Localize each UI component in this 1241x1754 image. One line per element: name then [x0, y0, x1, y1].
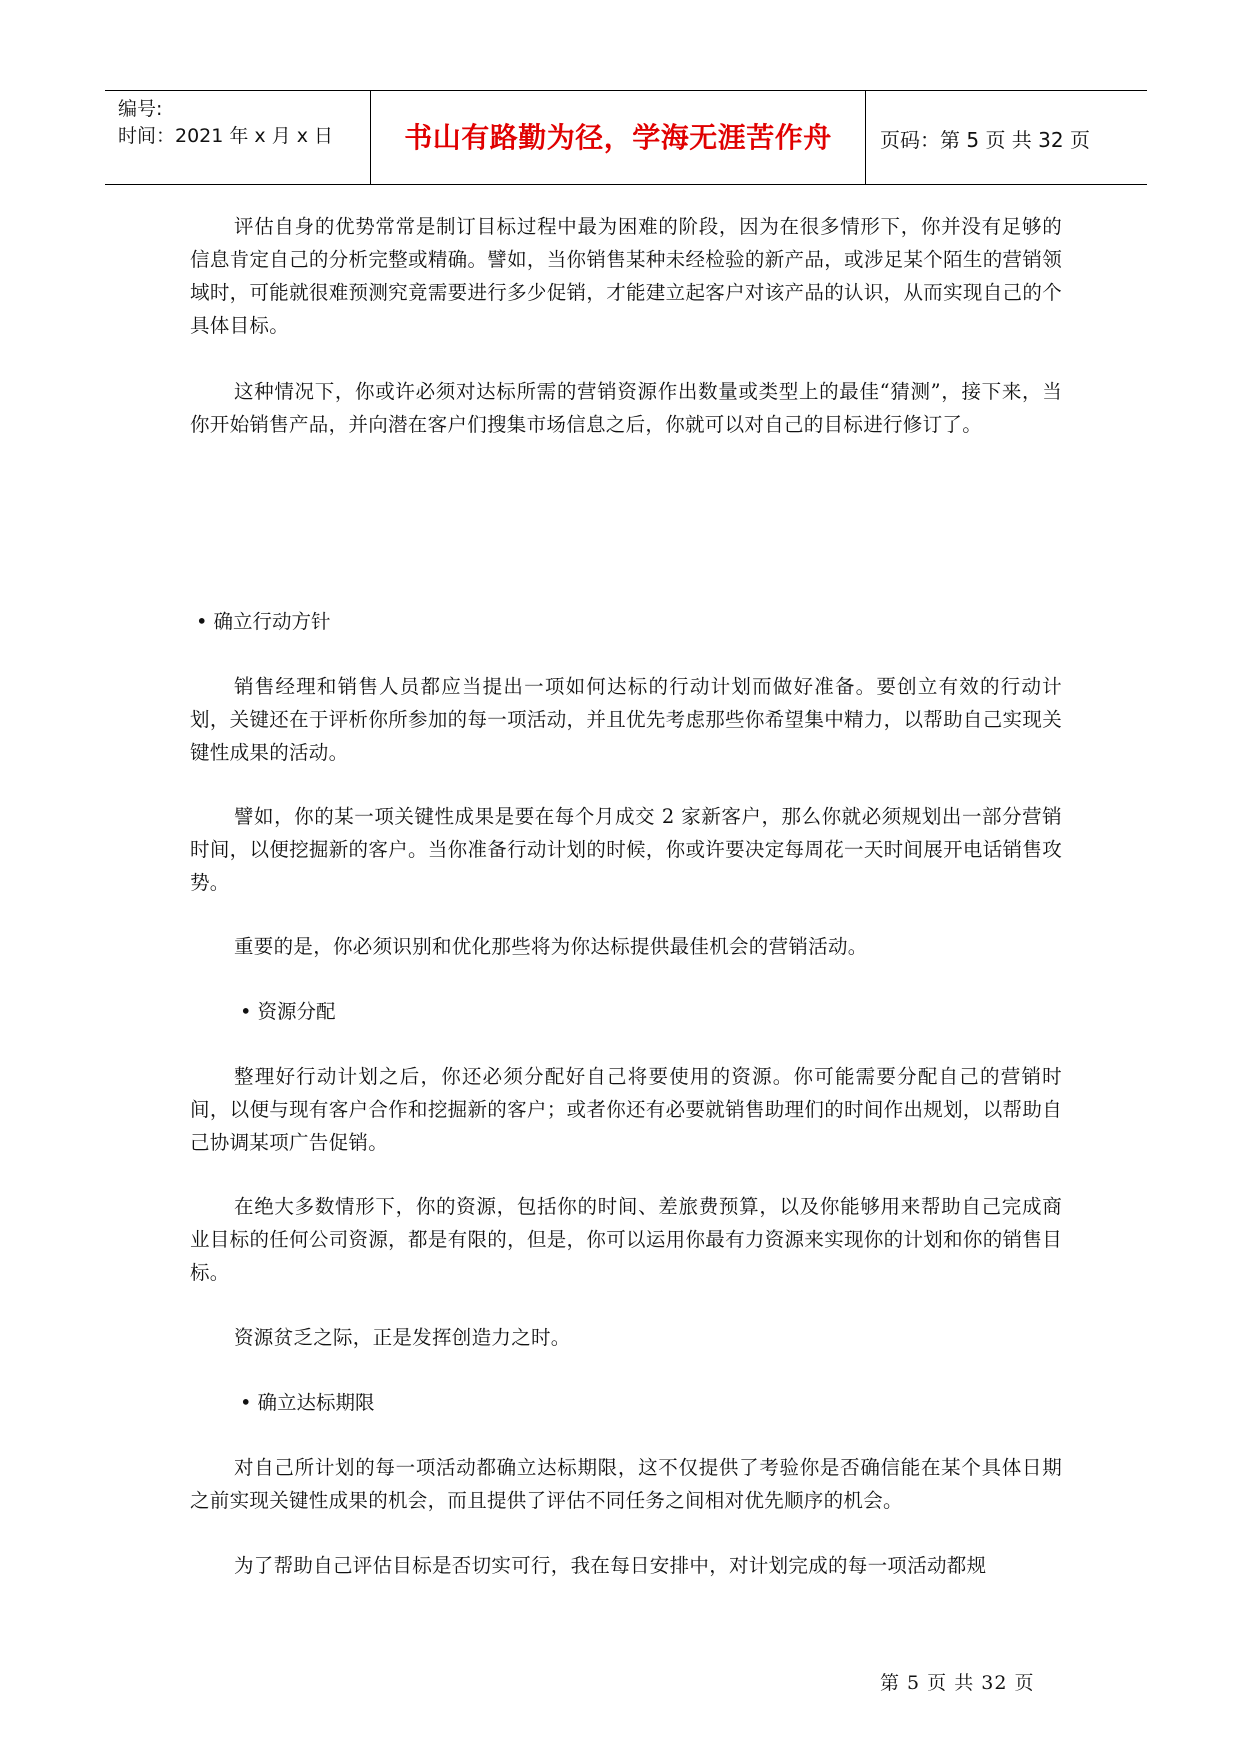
paragraph: 销售经理和销售人员都应当提出一项如何达标的行动计划而做好准备。要创立有效的行动计划，关键还在于评析你所参加的每一项活动，并且优先考虑那些你希望集中精力，以帮助自己实现关键性成果的活动。: [190, 675, 1062, 764]
paragraph: 这种情况下，你或许必须对达标所需的营销资源作出数量或类型上的最佳“猜测”，接下来，当你开始销售产品，并向潜在客户们搜集市场信息之后，你就可以对自己的目标进行修订了。: [190, 380, 1062, 436]
section-heading-deadline: [240, 1386, 375, 1419]
paragraph: 对自己所计划的每一项活动都确立达标期限，这不仅提供了考验你是否确信能在某个具体日期之前实现关键性成果的机会，而且提供了评估不同任务之间相对优先顺序的机会。: [190, 1456, 1062, 1512]
section-heading-text: 确立行动方针: [213, 610, 331, 633]
header-motto-cell: [371, 91, 866, 184]
section-heading-resources: [240, 995, 336, 1028]
section-heading-text: 资源分配: [257, 1000, 336, 1023]
page-header: [105, 90, 1147, 185]
bullet-icon: •: [240, 1391, 252, 1414]
document-number: 编号:: [118, 98, 163, 120]
header-motto: 书山有路勤为径，学海无涯苦作舟: [404, 121, 832, 154]
bullet-icon: •: [196, 610, 208, 633]
paragraph: 重要的是，你必须识别和优化那些将为你达标提供最佳机会的营销活动。: [234, 935, 868, 958]
document-time: 时间：2021 年 x 月 x 日: [118, 125, 334, 147]
paragraph: 整理好行动计划之后，你还必须分配好自己将要使用的资源。你可能需要分配自己的营销时间，以便与现有客户合作和挖掘新的客户；或者你还有必要就销售助理们的时间作出规划，以帮助自己协调某项广告促销。: [190, 1065, 1062, 1154]
bullet-icon: •: [240, 1000, 252, 1023]
header-page-number: 页码：第 5 页 共 32 页: [880, 128, 1090, 152]
paragraph: 评估自身的优势常常是制订目标过程中最为困难的阶段，因为在很多情形下，你并没有足够的信息肯定自己的分析完整或精确。譬如，当你销售某种未经检验的新产品，或涉足某个陌生的营销领域时，可能就很难预测究竟需要进行多少促销，才能建立起客户对该产品的认识，从而实现自己的个具体目标。: [190, 215, 1062, 337]
paragraph: 在绝大多数情形下，你的资源，包括你的时间、差旅费预算，以及你能够用来帮助自己完成商业目标的任何公司资源，都是有限的，但是，你可以运用你最有力资源来实现你的计划和你的销售目标。: [190, 1195, 1062, 1284]
section-heading-text: 确立达标期限: [257, 1391, 375, 1414]
footer-page-number: 第 5 页 共 32 页: [880, 1672, 1035, 1694]
section-heading-action-plan: [196, 605, 331, 638]
paragraph: 为了帮助自己评估目标是否切实可行，我在每日安排中，对计划完成的每一项活动都规: [234, 1554, 987, 1577]
paragraph: 譬如，你的某一项关键性成果是要在每个月成交 2 家新客户，那么你就必须规划出一部分营销时间，以便挖掘新的客户。当你准备行动计划的时候，你或许要决定每周花一天时间展开电话销售攻势。: [190, 805, 1062, 894]
header-meta: [105, 91, 371, 184]
paragraph: 资源贫乏之际，正是发挥创造力之时。: [234, 1326, 571, 1349]
